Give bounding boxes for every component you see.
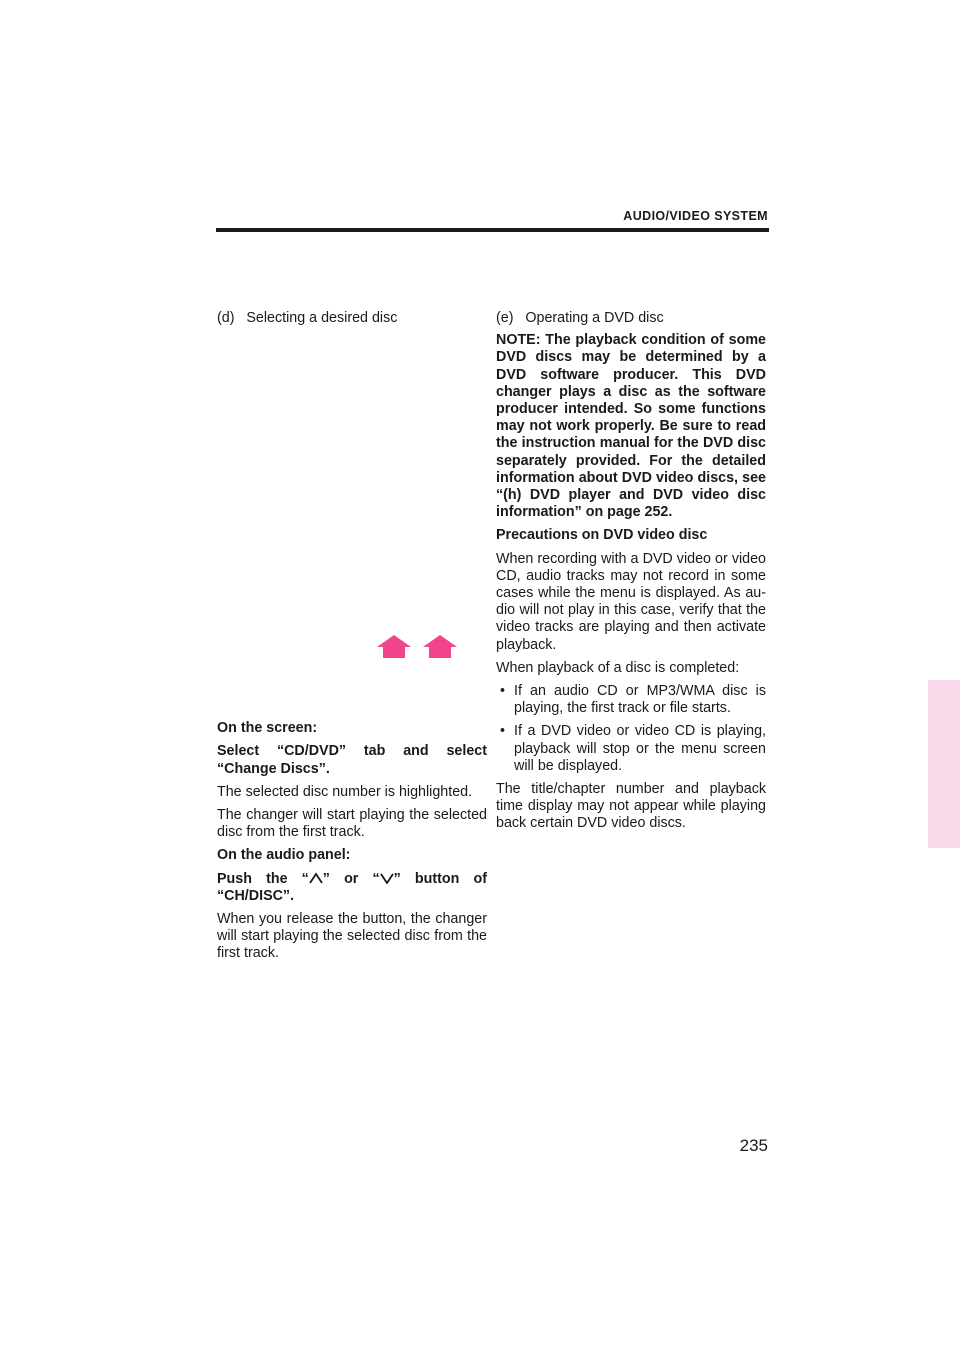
note-text: NOTE: The playback condition of some DVD discs may be determined by a DVD software producer. This DVD changer plays a disc as the software producer intended. So some functions may not work properly. Be sure to read the instruction manual for the DVD disc separately provided. For the detailed information about DVD video discs, see “(h) DVD player and DVD video disc information” on page 252. <box>496 332 766 521</box>
push-middle: ” or “ <box>322 870 380 887</box>
highlight-text: The selected disc number is highlighted. <box>217 783 473 800</box>
section-d-heading: (d) Selecting a desired disc <box>217 310 398 326</box>
right-column <box>496 310 766 839</box>
push-after: ” button of “CH/DISC”. <box>217 870 487 904</box>
chevron-down-icon <box>380 872 394 884</box>
page-number: 235 <box>739 1136 768 1155</box>
list-item <box>496 683 766 717</box>
left-column <box>217 310 487 969</box>
bullet-mark: • <box>500 723 506 740</box>
precautions-text: When recording with a DVD video or video CD, audio tracks may not record in some cases while the menu is displayed. As au-dio will not play in this case, verify that the video tracks are playing and then activate playback. <box>496 550 766 653</box>
audio-panel-title: On the audio panel: <box>217 847 351 864</box>
figure-area <box>217 332 487 720</box>
pink-arrow-icon <box>377 635 411 658</box>
on-screen-instruction: Select “CD/DVD” tab and select “Change Discs”. <box>217 743 487 777</box>
list-item <box>496 723 766 775</box>
side-tab <box>928 680 960 848</box>
precautions-title: Precautions on DVD video disc <box>496 527 708 544</box>
list-item-text: If an audio CD or MP3/WMA disc is playing, the first track or file starts. <box>514 683 766 717</box>
section-header: AUDIO/VIDEO SYSTEM <box>623 209 768 223</box>
completed-intro: When playback of a disc is completed: <box>496 659 740 676</box>
start-text: The changer will start playing the selected disc from the first track. <box>217 807 487 841</box>
list-item-text: If a DVD video or video CD is playing, playback will stop or the menu screen will be displayed. <box>514 723 766 774</box>
release-text: When you release the button, the changer will start playing the selected disc from the first track. <box>217 911 487 962</box>
pink-arrow-icon <box>423 635 457 658</box>
push-instruction <box>217 871 487 905</box>
push-before: Push the “ <box>217 870 309 887</box>
chevron-up-icon <box>309 872 323 884</box>
bullet-mark: • <box>500 683 506 700</box>
on-screen-title: On the screen: <box>217 720 318 737</box>
final-text: The title/chapter number and playback time display may not appear while playing back certain DVD video discs. <box>496 781 766 832</box>
section-e-heading: (e) Operating a DVD disc <box>496 310 664 326</box>
header-rule <box>216 228 769 232</box>
